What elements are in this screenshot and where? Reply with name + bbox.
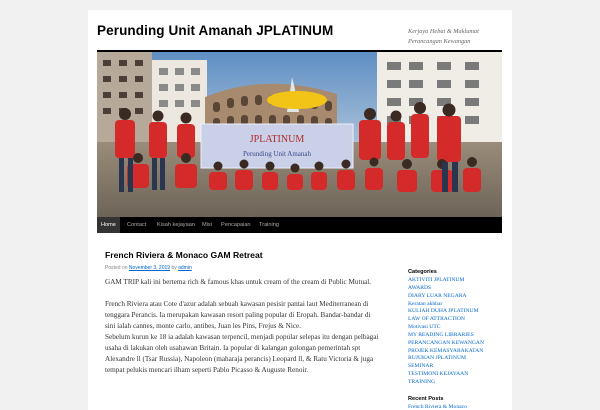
- post-paragraph: French Riviera atau Cote d'azur adalah sebuah kawasan pesisir pantai laut Mediterranean di tenggara Perancis. Ia merupakan kawasan resort paling popular di Eropah. Bandar-bandar di sini ialah cannes, monte carlo, antibes, Juan les Pins, Frejus & Nice.: [105, 300, 371, 330]
- category-link[interactable]: AWARDS: [408, 284, 432, 291]
- menu-item-misi[interactable]: Misi: [202, 222, 212, 228]
- menu-item-training[interactable]: Training: [259, 222, 280, 228]
- post-content: [105, 250, 381, 376]
- category-link[interactable]: Motivasi UTC: [408, 324, 441, 331]
- posted-on-label: Posted on: [105, 265, 128, 271]
- header-banner-image: [97, 52, 502, 217]
- site-title[interactable]: Perunding Unit Amanah JPLATINUM: [97, 23, 334, 38]
- menu-item-contact[interactable]: Contact: [127, 222, 147, 228]
- post-entry: [105, 277, 381, 376]
- post-paragraph: GAM TRIP kali ini bertema rich & famous khas untuk cream of the cream di Public Mutual.: [105, 278, 372, 286]
- category-link[interactable]: PROJEK KEMASYARAKATAN: [408, 347, 484, 354]
- category-link[interactable]: TRAINING: [408, 378, 436, 385]
- menu-item-pencapaian[interactable]: Pencapaian: [221, 222, 251, 228]
- banner-cloth-text: JPLATINUM: [249, 134, 305, 145]
- category-link[interactable]: KULIAH DUHA JPLATINUM: [408, 308, 479, 315]
- category-link[interactable]: DIARY LUAR NEGARA: [408, 292, 467, 299]
- recent-posts-widget: [408, 396, 508, 410]
- banner-cloth-subtext: Perunding Unit Amanah: [242, 150, 312, 158]
- by-label: by: [171, 265, 177, 271]
- site-description: Kerjaya Hebat & Maklumat Perancangan Kewangan: [408, 28, 479, 45]
- page-container: [88, 10, 512, 410]
- post-meta: [105, 265, 381, 272]
- post-date-link[interactable]: November 3, 2019: [128, 265, 171, 271]
- category-link[interactable]: Keratan akhbar: [408, 300, 443, 307]
- category-link[interactable]: SEMINAR: [408, 363, 434, 370]
- recent-posts-title: Recent Posts: [408, 395, 444, 402]
- category-link[interactable]: TESTIMONI KEJAYAAN: [408, 371, 469, 378]
- main-navigation: [97, 217, 502, 233]
- menu-item-home[interactable]: Home: [97, 217, 120, 233]
- sidebar: [408, 269, 508, 410]
- post-paragraph: Sebelum kurun ke 18 ia adalah kawasan terpencil, menjadi popular selepas itu dengan pelbagai usaha di lakukan oleh usahawan Britain. Ia popular di kalangan golongan pemerintah spt Alexandre ll (Tsar Russia), Napoleon (maharaja perancis) Leopard ll, & Ratu Victoria & juga tempat pelukis mencari ilham seperti Pablo Picasso & Auguste Renoir.: [105, 333, 379, 374]
- category-link[interactable]: AKTIVITI JPLATINUM: [408, 277, 465, 283]
- category-link[interactable]: LAW OF ATTRACTION: [408, 316, 465, 323]
- categories-title: Categories: [408, 269, 437, 275]
- menu-item-kisah-kejayaan[interactable]: Kisah kejayaan: [157, 222, 195, 228]
- category-link[interactable]: MY READING LIBRARIES: [408, 331, 474, 338]
- category-link[interactable]: PERANCANGAN KEWANGAN: [408, 339, 484, 346]
- category-link[interactable]: RUJUKAN JPLATINUM: [408, 355, 466, 362]
- post-title[interactable]: French Riviera & Monaco GAM Retreat: [105, 250, 263, 260]
- categories-widget: [408, 269, 508, 387]
- recent-post-link[interactable]: French Riviera & Monaco: [408, 403, 467, 410]
- post-author-link[interactable]: admin: [178, 265, 192, 271]
